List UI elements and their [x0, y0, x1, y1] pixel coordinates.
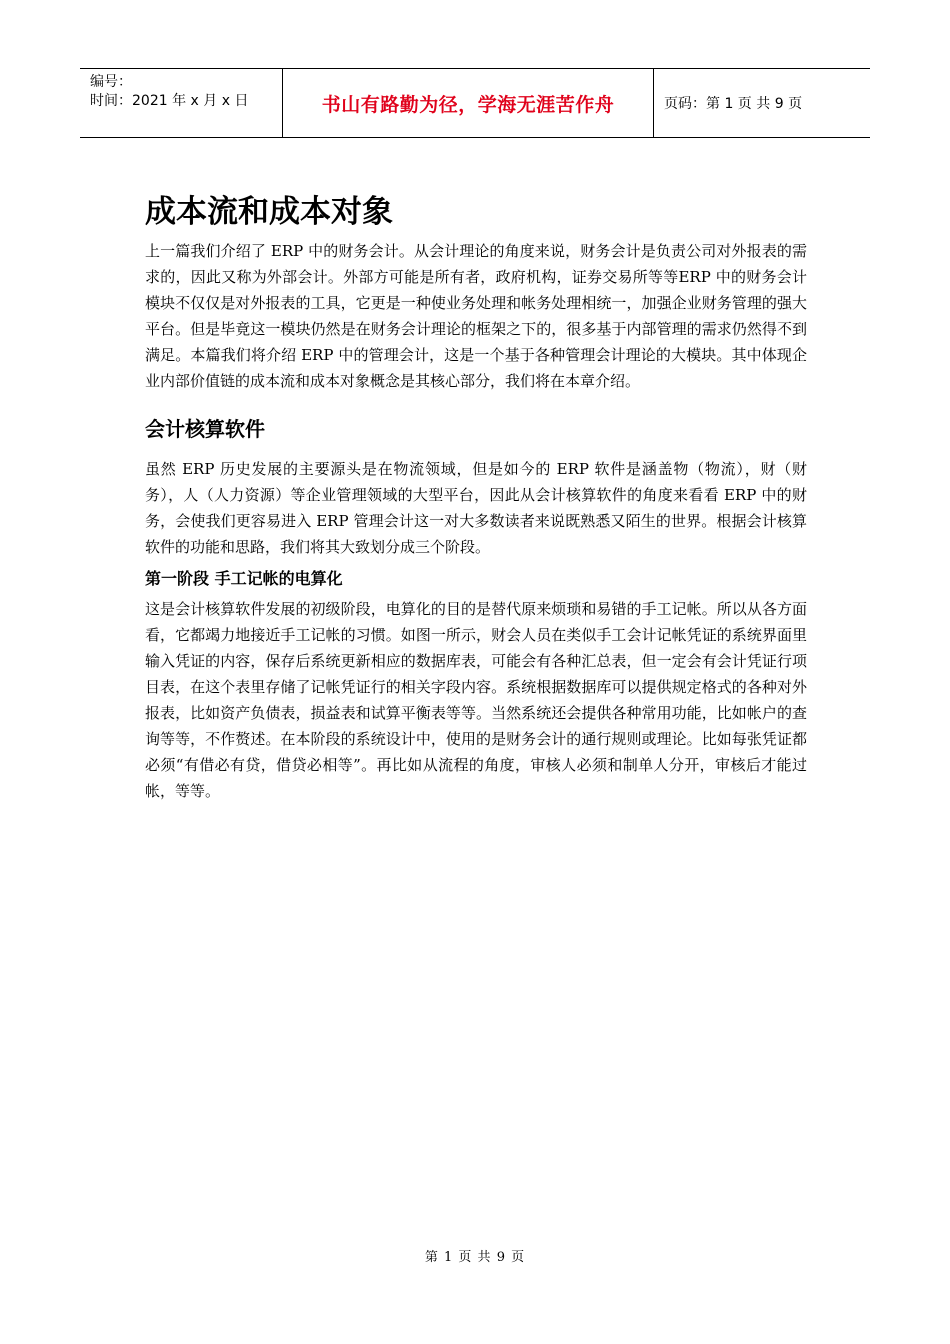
page-info: 页码：第 1 页 共 9 页	[664, 96, 803, 112]
header-motto-cell	[282, 69, 654, 137]
motto-text: 书山有路勤为径，学海无涯苦作舟	[321, 93, 615, 116]
header-page-cell	[654, 69, 870, 137]
document-body	[145, 186, 807, 804]
number-label: 编号：	[90, 74, 132, 90]
section-paragraph: 虽然 ERP 历史发展的主要源头是在物流领域，但是如今的 ERP 软件是涵盖物（物流），财（财务），人（人力资源）等企业管理领域的大型平台，因此从会计核算软件的角度来看看 ERP 中的财务，会使我们更容易进入 ERP 管理会计这一对大多数读者来说既熟悉又陌生的世界。根据会计核算软件的功能和思路，我们将其大致划分成三个阶段。	[145, 460, 807, 556]
header-table	[80, 68, 870, 138]
intro-paragraph: 上一篇我们介绍了 ERP 中的财务会计。从会计理论的角度来说，财务会计是负责公司对外报表的需求的，因此又称为外部会计。外部方可能是所有者，政府机构，证券交易所等等ERP 中的财务会计模块不仅仅是对外报表的工具，它更是一种使业务处理和帐务处理相统一，加强企业财务管理的强大平台。但是毕竟这一模块仍然是在财务会计理论的框架之下的，很多基于内部管理的需求仍然得不到满足。本篇我们将介绍 ERP 中的管理会计，这是一个基于各种管理会计理论的大模块。其中体现企业内部价值链的成本流和成本对象概念是其核心部分，我们将在本章介绍。	[145, 242, 807, 390]
time-label: 时间：2021 年 x 月 x 日	[90, 93, 249, 109]
page-footer: 第 1 页 共 9 页	[424, 1250, 526, 1265]
subsection-paragraph: 这是会计核算软件发展的初级阶段，电算化的目的是替代原来烦琐和易错的手工记帐。所以从各方面看，它都竭力地接近手工记帐的习惯。如图一所示，财会人员在类似手工会计记帐凭证的系统界面里输入凭证的内容，保存后系统更新相应的数据库表，可能会有各种汇总表，但一定会有会计凭证行项目表，在这个表里存储了记帐凭证行的相关字段内容。系统根据数据库可以提供规定格式的各种对外报表，比如资产负债表，损益表和试算平衡表等等。当然系统还会提供各种常用功能，比如帐户的查询等等，不作赘述。在本阶段的系统设计中，使用的是财务会计的通行规则或理论。比如每张凭证都必须“有借必有贷，借贷必相等”。再比如从流程的角度，审核人必须和制单人分开，审核后才能过帐，等等。	[145, 600, 807, 800]
subsection-heading-stage-one: 第一阶段 手工记帐的电算化	[145, 569, 343, 588]
section-heading-accounting-software: 会计核算软件	[145, 417, 265, 441]
header-meta-cell	[80, 69, 282, 137]
document-title: 成本流和成本对象	[145, 194, 393, 230]
